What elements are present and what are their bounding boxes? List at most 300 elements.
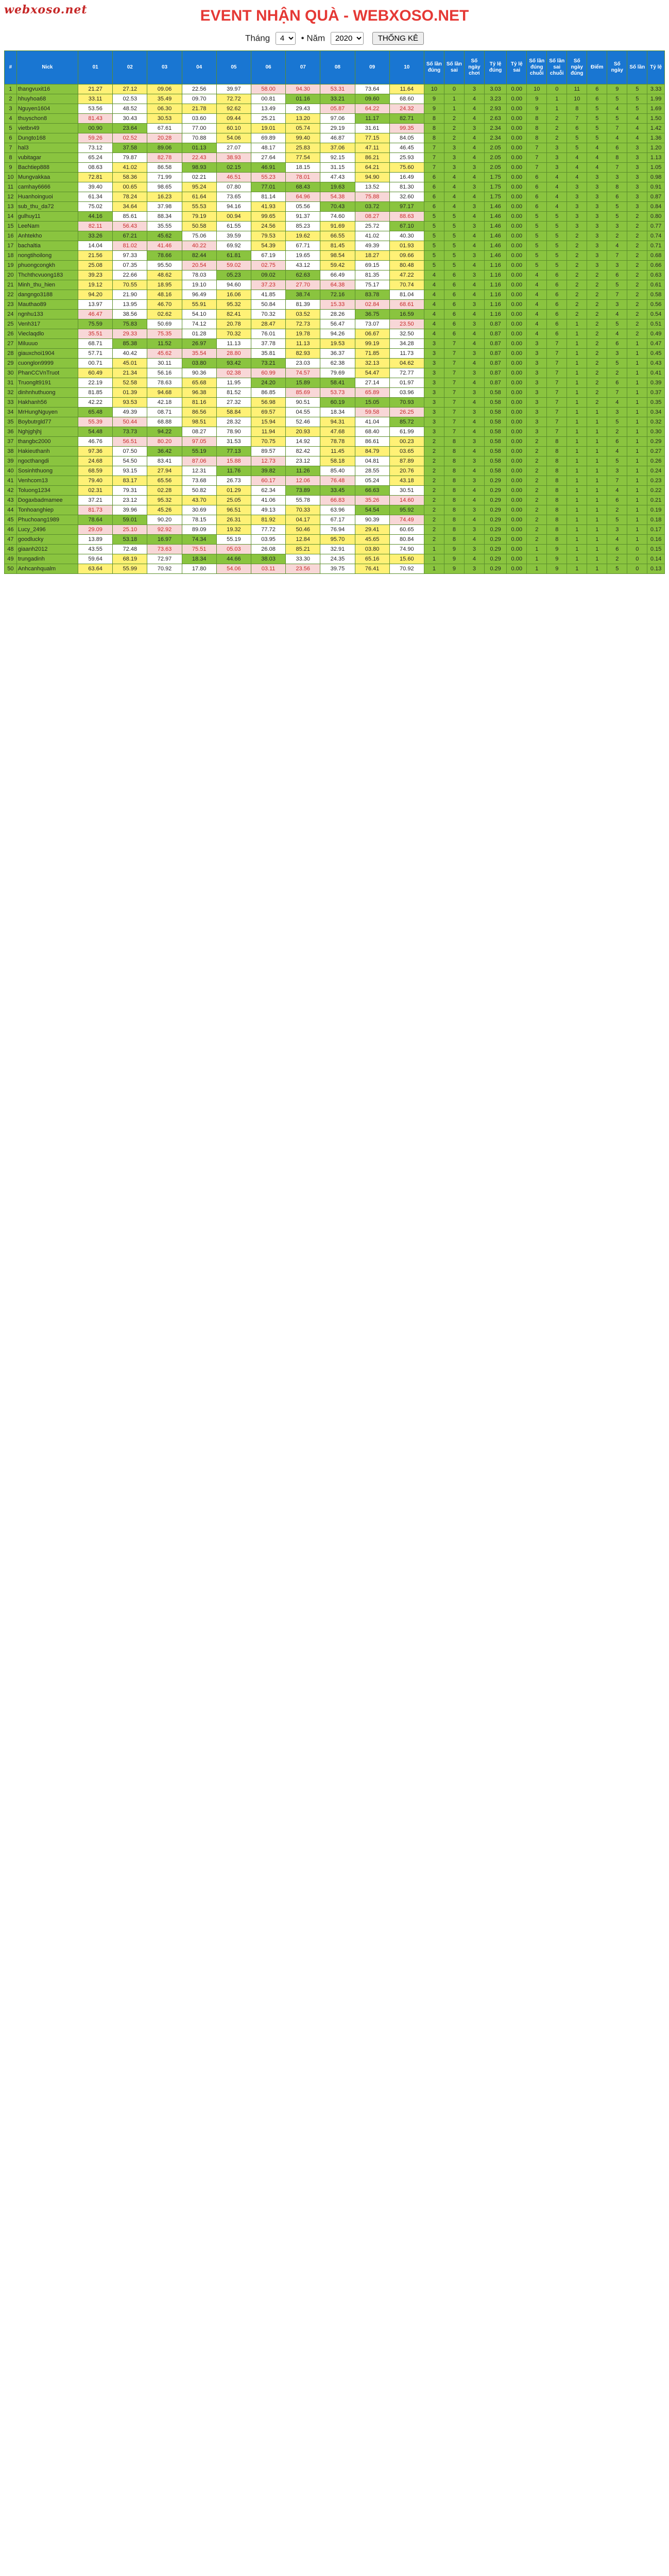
stat-cell: 7 (444, 388, 464, 398)
table-row (5, 251, 665, 261)
stat-cell: 5 (424, 251, 444, 261)
nick-cell[interactable]: gulhuy11 (16, 212, 78, 222)
nick-cell[interactable]: ngocthangdi (16, 456, 78, 466)
nick-cell[interactable]: Hakieuthanh (16, 447, 78, 456)
guess-cell: 55.78 (286, 496, 320, 505)
guess-cell: 70.32 (216, 329, 251, 339)
stat-cell: 3 (607, 349, 627, 359)
stat-cell: 0.00 (507, 388, 527, 398)
row-number: 25 (5, 319, 17, 329)
stat-cell: 5 (547, 251, 567, 261)
stat-cell: 0.00 (507, 437, 527, 447)
stat-cell: 2 (527, 437, 547, 447)
table-row (5, 270, 665, 280)
stat-cell: 3 (424, 339, 444, 349)
stat-cell: 4 (607, 486, 627, 496)
column-header: 09 (355, 51, 389, 84)
stat-cell: 2 (587, 310, 607, 319)
nick-cell[interactable]: thangbc2000 (16, 437, 78, 447)
stat-cell: 0.29 (484, 564, 506, 574)
stat-cell: 9 (547, 554, 567, 564)
guess-cell: 99.19 (355, 339, 389, 349)
guess-cell: 30.69 (182, 505, 216, 515)
guess-cell: 98.54 (320, 251, 355, 261)
stat-cell: 3 (464, 319, 484, 329)
stat-cell: 5 (547, 261, 567, 270)
guess-cell: 54.47 (355, 368, 389, 378)
stat-cell: 0.80 (647, 212, 665, 222)
stat-cell: 9 (424, 104, 444, 114)
nick-cell[interactable]: Dogaxbadmamee (16, 496, 78, 505)
stat-cell: 2 (567, 251, 587, 261)
nick-cell[interactable]: Mauthao89 (16, 300, 78, 310)
guess-cell: 13.20 (286, 114, 320, 124)
nick-cell[interactable]: bachaltia (16, 241, 78, 251)
stat-cell: 7 (547, 388, 567, 398)
guess-cell: 66.83 (320, 496, 355, 505)
nick-cell[interactable]: Thchthcvuong183 (16, 270, 78, 280)
stat-cell: 3 (547, 163, 567, 173)
guess-cell: 85.40 (320, 466, 355, 476)
nick-cell[interactable]: thangvuxit16 (16, 84, 78, 94)
stat-cell: 2 (627, 222, 647, 231)
guess-cell: 56.43 (113, 222, 147, 231)
stat-cell: 0.84 (647, 202, 665, 212)
stat-cell: 0.68 (647, 251, 665, 261)
stat-cell: 2.63 (484, 114, 506, 124)
nick-cell[interactable]: Lucy_2496 (16, 525, 78, 535)
stat-cell: 0.00 (507, 290, 527, 300)
guess-cell: 54.50 (113, 456, 147, 466)
stat-cell: 5 (424, 212, 444, 222)
guess-cell: 55.53 (182, 202, 216, 212)
nick-cell[interactable]: Mungvakkaa (16, 173, 78, 182)
guess-cell: 32.50 (389, 329, 424, 339)
column-header: Số lần (627, 51, 647, 84)
guess-cell: 19.78 (286, 329, 320, 339)
stat-cell: 0.24 (647, 466, 665, 476)
stats-table-container[interactable] (4, 50, 665, 2576)
stat-cell: 0.00 (507, 251, 527, 261)
guess-cell: 49.39 (355, 241, 389, 251)
stat-cell: 4 (464, 290, 484, 300)
row-number: 2 (5, 94, 17, 104)
stat-cell: 4 (527, 280, 547, 290)
guess-cell: 61.55 (216, 222, 251, 231)
guess-cell: 85.38 (113, 339, 147, 349)
stat-cell: 1 (567, 486, 587, 496)
row-number: 4 (5, 114, 17, 124)
stat-cell: 1 (627, 378, 647, 388)
table-row (5, 564, 665, 574)
nick-cell[interactable]: ngnhu133 (16, 310, 78, 319)
stat-cell: 0.87 (484, 329, 506, 339)
stat-cell: 5 (607, 417, 627, 427)
guess-cell: 18.95 (147, 280, 182, 290)
nick-cell[interactable]: Vieclaqdlo (16, 329, 78, 339)
row-number: 21 (5, 280, 17, 290)
stat-cell: 0.14 (647, 554, 665, 564)
stat-cell: 2 (424, 525, 444, 535)
row-number: 13 (5, 202, 17, 212)
guess-cell: 31.15 (320, 163, 355, 173)
nick-cell[interactable]: Venh317 (16, 319, 78, 329)
table-row (5, 290, 665, 300)
stat-cell: 8 (547, 447, 567, 456)
guess-cell: 82.44 (182, 251, 216, 261)
guess-cell: 78.66 (147, 251, 182, 261)
stat-cell: 3 (424, 368, 444, 378)
stat-cell: 0.00 (507, 104, 527, 114)
stat-cell: 0.00 (507, 202, 527, 212)
stat-cell: 3 (587, 261, 607, 270)
table-row (5, 104, 665, 114)
guess-cell: 50.44 (113, 417, 147, 427)
stat-cell: 2 (424, 535, 444, 545)
guess-cell: 81.85 (78, 388, 113, 398)
guess-cell: 99.40 (286, 133, 320, 143)
column-header: Số lần sai (444, 51, 464, 84)
stat-cell: 7 (547, 398, 567, 408)
stat-cell: 3 (464, 545, 484, 554)
nick-cell[interactable]: Nguyen1604 (16, 104, 78, 114)
stat-cell: 8 (527, 124, 547, 133)
nick-cell[interactable]: giauxchoi1904 (16, 349, 78, 359)
stat-cell: 1.46 (484, 222, 506, 231)
row-number: 38 (5, 447, 17, 456)
stat-cell: 4 (547, 182, 567, 192)
guess-cell: 61.81 (216, 251, 251, 261)
guess-cell: 17.80 (182, 564, 216, 574)
guess-cell: 26.31 (216, 515, 251, 525)
stat-cell: 10 (424, 84, 444, 94)
stat-cell: 2 (424, 476, 444, 486)
guess-cell: 13.97 (78, 300, 113, 310)
stat-cell: 1.99 (647, 94, 665, 104)
guess-cell: 23.03 (286, 359, 320, 368)
column-header: 05 (216, 51, 251, 84)
nick-cell[interactable]: PhanCCVnTruot (16, 368, 78, 378)
stat-cell: 1 (527, 564, 547, 574)
guess-cell: 79.69 (320, 368, 355, 378)
guess-cell: 06.30 (147, 104, 182, 114)
stat-cell: 7 (607, 388, 627, 398)
nick-cell[interactable]: trungadinh (16, 554, 78, 564)
stat-cell: 5 (587, 104, 607, 114)
stat-cell: 4 (464, 153, 484, 163)
guess-cell: 09.02 (251, 270, 285, 280)
row-number: 20 (5, 270, 17, 280)
guess-cell: 82.41 (216, 310, 251, 319)
row-number: 33 (5, 398, 17, 408)
stat-cell: 7 (607, 476, 627, 486)
nick-cell[interactable]: thuyschon8 (16, 114, 78, 124)
stat-cell: 0.00 (507, 84, 527, 94)
guess-cell: 02.31 (78, 486, 113, 496)
row-number: 29 (5, 359, 17, 368)
guess-cell: 11.13 (216, 339, 251, 349)
stat-cell: 0.00 (507, 114, 527, 124)
guess-cell: 46.47 (78, 310, 113, 319)
table-row (5, 515, 665, 525)
guess-cell: 80.84 (389, 535, 424, 545)
guess-cell: 35.26 (355, 496, 389, 505)
stat-cell: 1 (627, 417, 647, 427)
stat-cell: 4 (527, 319, 547, 329)
guess-cell: 80.20 (147, 437, 182, 447)
row-number: 43 (5, 496, 17, 505)
nick-cell[interactable]: Sosinhthuong (16, 466, 78, 476)
stat-cell: 8 (424, 114, 444, 124)
guess-cell: 77.00 (182, 124, 216, 133)
guess-cell: 55.91 (182, 300, 216, 310)
stat-cell: 0.58 (484, 447, 506, 456)
guess-cell: 85.72 (389, 417, 424, 427)
nick-cell[interactable]: goodlucky (16, 535, 78, 545)
nick-cell[interactable]: Bachtiep888 (16, 163, 78, 173)
guess-cell: 61.64 (182, 192, 216, 202)
stat-cell: 2 (607, 554, 627, 564)
stat-cell: 2 (627, 261, 647, 270)
stat-cell: 5 (444, 241, 464, 251)
guess-cell: 88.63 (389, 212, 424, 222)
nick-cell[interactable]: Minh_thu_hien (16, 280, 78, 290)
guess-cell: 03.80 (182, 359, 216, 368)
row-number: 45 (5, 515, 17, 525)
nick-cell[interactable]: Venhcom13 (16, 476, 78, 486)
stat-cell: 0.58 (484, 408, 506, 417)
guess-cell: 82.11 (78, 222, 113, 231)
guess-cell: 91.69 (320, 222, 355, 231)
stat-cell: 8 (547, 456, 567, 466)
guess-cell: 75.83 (113, 319, 147, 329)
guess-cell: 35.55 (147, 222, 182, 231)
nick-cell[interactable]: hal3 (16, 143, 78, 153)
stat-cell: 5 (527, 231, 547, 241)
thong-ke-button[interactable]: THỐNG KÊ (372, 32, 424, 45)
stat-cell: 2 (607, 231, 627, 241)
stat-cell: 6 (587, 94, 607, 104)
nick-cell[interactable]: LeeNam (16, 222, 78, 231)
stat-cell: 0.63 (647, 270, 665, 280)
guess-cell: 48.62 (147, 270, 182, 280)
guess-cell: 34.64 (113, 202, 147, 212)
guess-cell: 60.17 (251, 476, 285, 486)
guess-cell: 68.60 (389, 94, 424, 104)
year-select[interactable] (331, 32, 364, 45)
stat-cell: 1.05 (647, 163, 665, 173)
table-row (5, 398, 665, 408)
stat-cell: 0.16 (647, 535, 665, 545)
nick-cell[interactable]: Miluuuo (16, 339, 78, 349)
stat-cell: 0.29 (484, 486, 506, 496)
guess-cell: 02.75 (251, 261, 285, 270)
guess-cell: 13.89 (78, 535, 113, 545)
stat-cell: 5 (444, 212, 464, 222)
nick-cell[interactable]: Hakhanh56 (16, 398, 78, 408)
stat-cell: 0.00 (507, 270, 527, 280)
guess-cell: 39.75 (320, 564, 355, 574)
guess-cell: 64.22 (355, 104, 389, 114)
stat-cell: 0.87 (484, 378, 506, 388)
guess-cell: 16.06 (216, 290, 251, 300)
stat-cell: 1 (587, 554, 607, 564)
guess-cell: 49.13 (251, 505, 285, 515)
stat-cell: 4 (607, 310, 627, 319)
nick-cell[interactable]: Boybutrgld77 (16, 417, 78, 427)
stat-cell: 8 (424, 133, 444, 143)
nick-cell[interactable]: phuongcongkh (16, 261, 78, 270)
guess-cell: 54.54 (355, 505, 389, 515)
guess-cell: 26.73 (216, 476, 251, 486)
stat-cell: 4 (424, 300, 444, 310)
guess-cell: 52.46 (286, 417, 320, 427)
column-header: Nick (16, 51, 78, 84)
nick-cell[interactable]: MrHungNguyen (16, 408, 78, 417)
nick-cell[interactable]: Phuchoang1989 (16, 515, 78, 525)
stat-cell: 4 (464, 231, 484, 241)
stat-cell: 1.75 (484, 182, 506, 192)
guess-cell: 95.92 (389, 505, 424, 515)
guess-cell: 11.17 (355, 114, 389, 124)
nick-cell[interactable]: dinhnhuthuong (16, 388, 78, 398)
guess-cell: 09.66 (389, 251, 424, 261)
nick-cell[interactable]: dangngo3188 (16, 290, 78, 300)
stat-cell: 1.16 (484, 280, 506, 290)
guess-cell: 25.83 (286, 143, 320, 153)
guess-cell: 12.84 (286, 535, 320, 545)
nick-cell[interactable]: nongtihoilong (16, 251, 78, 261)
stat-cell: 0.66 (647, 261, 665, 270)
nick-cell[interactable]: vubitagar (16, 153, 78, 163)
guess-cell: 73.68 (182, 476, 216, 486)
nick-cell[interactable]: Tonhoanghiep (16, 505, 78, 515)
stat-cell: 0.58 (484, 437, 506, 447)
stat-cell: 3.03 (484, 84, 506, 94)
stat-cell: 0.87 (484, 339, 506, 349)
stat-cell: 3 (424, 359, 444, 368)
nick-cell[interactable]: Huanhoinguoi (16, 192, 78, 202)
guess-cell: 99.65 (251, 212, 285, 222)
guess-cell: 58.84 (216, 408, 251, 417)
guess-cell: 94.31 (320, 417, 355, 427)
guess-cell: 38.93 (216, 153, 251, 163)
stat-cell: 9 (527, 94, 547, 104)
column-header: 01 (78, 51, 113, 84)
stat-cell: 1 (587, 496, 607, 505)
stat-cell: 0.19 (647, 505, 665, 515)
guess-cell: 76.01 (251, 329, 285, 339)
guess-cell: 87.06 (182, 456, 216, 466)
nick-cell[interactable]: Truonglt9191 (16, 378, 78, 388)
site-logo[interactable]: webxoso.net (4, 3, 88, 16)
nick-cell[interactable]: Anhtekho (16, 231, 78, 241)
stat-cell: 7 (424, 163, 444, 173)
stat-cell: 1 (587, 525, 607, 535)
stat-cell: 2 (424, 447, 444, 456)
nick-cell[interactable]: cuonglon9999 (16, 359, 78, 368)
stat-cell: 0.13 (647, 564, 665, 574)
nick-cell[interactable]: hhuyhoa68 (16, 94, 78, 104)
table-row (5, 231, 665, 241)
guess-cell: 00.65 (113, 182, 147, 192)
stat-cell: 0.00 (507, 564, 527, 574)
guess-cell: 38.03 (251, 554, 285, 564)
stat-cell: 1 (567, 545, 587, 554)
guess-cell: 18.15 (286, 163, 320, 173)
guess-cell: 57.71 (78, 349, 113, 359)
stat-cell: 1 (627, 525, 647, 535)
guess-cell: 93.53 (113, 398, 147, 408)
guess-cell: 36.75 (355, 310, 389, 319)
guess-cell: 02.62 (147, 310, 182, 319)
stat-cell: 8 (444, 456, 464, 466)
stat-cell: 1 (424, 545, 444, 554)
stat-cell: 4 (444, 182, 464, 192)
guess-cell: 90.51 (286, 398, 320, 408)
guess-cell: 40.22 (182, 241, 216, 251)
stat-cell: 7 (444, 359, 464, 368)
guess-cell: 65.16 (355, 554, 389, 564)
nick-cell[interactable]: camhay6666 (16, 182, 78, 192)
guess-cell: 25.05 (216, 496, 251, 505)
month-select[interactable] (276, 32, 296, 45)
nick-cell[interactable]: Anhcanhqualm (16, 564, 78, 574)
guess-cell: 09.06 (147, 84, 182, 94)
nick-cell[interactable]: sub_thu_da72 (16, 202, 78, 212)
guess-cell: 95.24 (182, 182, 216, 192)
table-row (5, 554, 665, 564)
stat-cell: 2 (567, 231, 587, 241)
guess-cell: 85.69 (286, 388, 320, 398)
guess-cell: 98.93 (182, 163, 216, 173)
stat-cell: 3 (627, 202, 647, 212)
stat-cell: 1 (567, 388, 587, 398)
stat-cell: 4 (464, 554, 484, 564)
row-number: 34 (5, 408, 17, 417)
stat-cell: 6 (527, 192, 547, 202)
guess-cell: 14.60 (389, 496, 424, 505)
nick-cell[interactable]: vietbn49 (16, 124, 78, 133)
nick-cell[interactable]: Dungto168 (16, 133, 78, 143)
guess-cell: 83.17 (113, 476, 147, 486)
stat-cell: 5 (547, 241, 567, 251)
guess-cell: 59.42 (320, 261, 355, 270)
row-number: 41 (5, 476, 17, 486)
nick-cell[interactable]: giaanh2012 (16, 545, 78, 554)
guess-cell: 23.12 (113, 496, 147, 505)
guess-cell: 70.32 (251, 310, 285, 319)
stat-cell: 1 (627, 427, 647, 437)
nick-cell[interactable]: Nghjghjhj (16, 427, 78, 437)
stat-cell: 4 (464, 496, 484, 505)
nick-cell[interactable]: Toluong1234 (16, 486, 78, 496)
stat-cell: 3 (527, 398, 547, 408)
stat-cell: 0.71 (647, 241, 665, 251)
stat-cell: 3 (587, 212, 607, 222)
stat-cell: 0.00 (507, 163, 527, 173)
stat-cell: 3 (587, 182, 607, 192)
table-row (5, 280, 665, 290)
stat-cell: 0.00 (507, 222, 527, 231)
guess-cell: 70.55 (113, 280, 147, 290)
stat-cell: 6 (547, 300, 567, 310)
guess-cell: 31.61 (355, 124, 389, 133)
table-row (5, 133, 665, 143)
stat-cell: 7 (547, 408, 567, 417)
stats-table (4, 50, 665, 574)
guess-cell: 03.95 (251, 535, 285, 545)
